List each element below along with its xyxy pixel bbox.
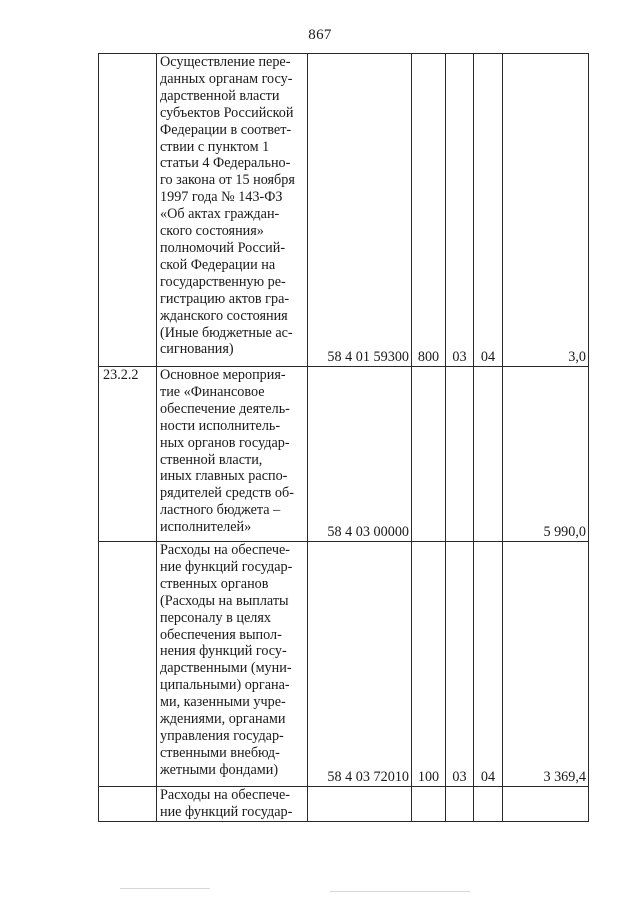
table-row (99, 542, 589, 787)
row-number-cell (99, 54, 157, 367)
row-number-cell (99, 787, 157, 822)
subsection-code-cell: 04 (474, 54, 503, 367)
expense-type-code-cell: 100 (412, 542, 446, 787)
amount-cell (503, 787, 589, 822)
subsection-code-cell: 04 (474, 542, 503, 787)
amount-cell: 5 990,0 (503, 367, 589, 542)
target-article-code-cell: 58 4 01 59300 (308, 54, 412, 367)
expense-type-code-cell (412, 367, 446, 542)
expense-name-cell: Расходы на обеспече- ние функций государ- (157, 787, 308, 822)
target-article-code-cell: 58 4 03 72010 (308, 542, 412, 787)
section-code-cell (446, 787, 474, 822)
scan-artifact (120, 888, 210, 889)
scan-artifact (330, 891, 470, 892)
table-row (99, 787, 589, 822)
subsection-code-cell (474, 787, 503, 822)
expense-name-cell: Основное мероприя- тие «Финансовое обеспечение деятель- ности исполнитель- ных органов государ- ственной власти, иных главных распо- рядителей средств об- ластного бюджета – исполнителей» (157, 367, 308, 542)
expense-name-cell: Расходы на обеспече- ние функций государ- ственных органов (Расходы на выплаты персоналу в целях обеспечения выпол- нения функций госу- дарственными (муни- ципальными) органа- ми, казенными учре- ждениями, органами управления государ- ственными внебюд- жетными фондами) (157, 542, 308, 787)
amount-cell: 3,0 (503, 54, 589, 367)
section-code-cell (446, 367, 474, 542)
target-article-code-cell: 58 4 03 00000 (308, 367, 412, 542)
budget-table (98, 53, 589, 822)
expense-type-code-cell: 800 (412, 54, 446, 367)
subsection-code-cell (474, 367, 503, 542)
section-code-cell: 03 (446, 542, 474, 787)
row-number-cell: 23.2.2 (99, 367, 157, 542)
target-article-code-cell (308, 787, 412, 822)
table-row (99, 54, 589, 367)
table-row (99, 367, 589, 542)
amount-cell: 3 369,4 (503, 542, 589, 787)
expense-type-code-cell (412, 787, 446, 822)
section-code-cell: 03 (446, 54, 474, 367)
page-number: 867 (308, 27, 332, 43)
row-number-cell (99, 542, 157, 787)
expense-name-cell: Осуществление пере- данных органам госу- дарственной власти субъектов Российской Федерации в соответ- ствии с пунктом 1 статьи 4 Федерально- го закона от 15 ноября 1997 года № 143-ФЗ «Об актах граждан- ского состояния» полномочий Россий- ской Федерации на государственную ре- гистрацию актов гра- жданского состояния (Иные бюджетные ас- сигнования) (157, 54, 308, 367)
